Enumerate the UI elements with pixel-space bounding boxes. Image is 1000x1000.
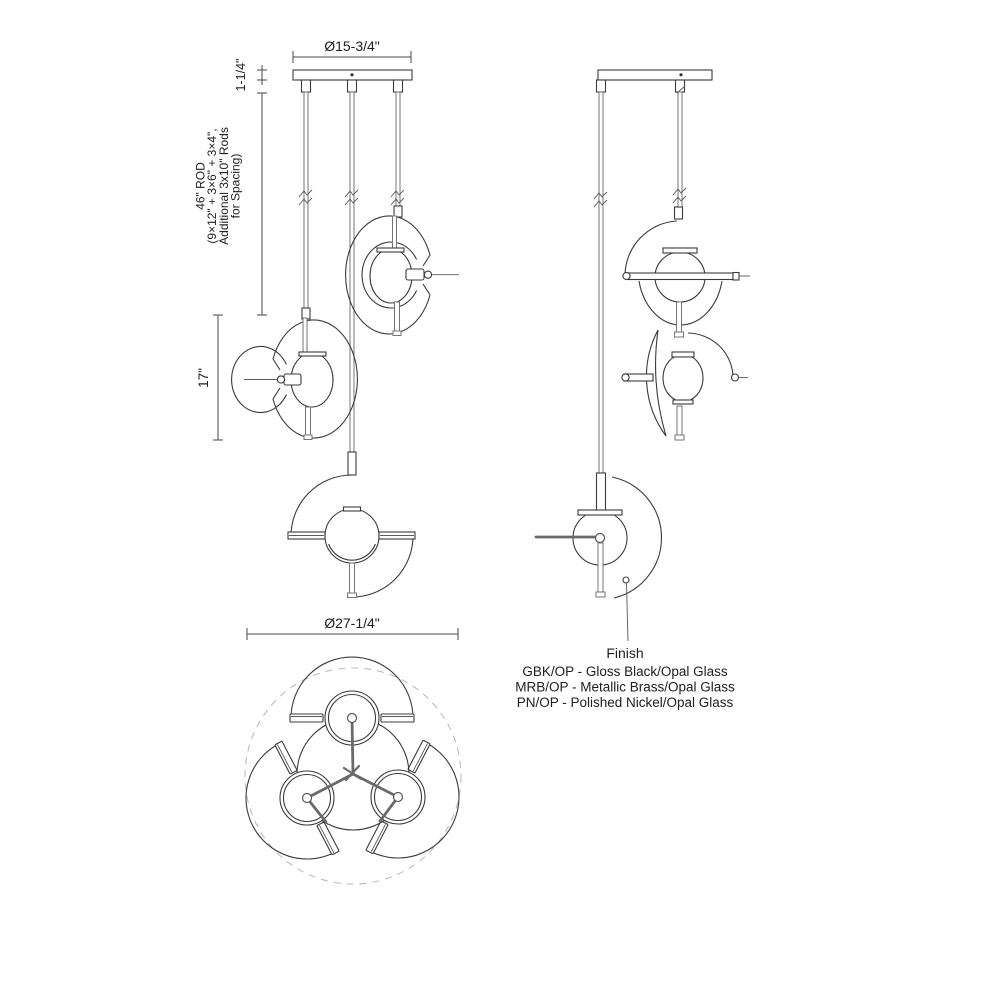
front-elevation — [194, 38, 459, 640]
side-pendant-middle — [622, 330, 748, 440]
pendant-height-label: 17" — [196, 368, 211, 388]
pendant-shade-bottom-front — [288, 452, 415, 598]
glass-globe — [663, 355, 703, 402]
finish-option-pn: PN/OP - Polished Nickel/Opal Glass — [516, 695, 734, 710]
dim-canopy-diameter — [293, 38, 411, 63]
globe-center-knob — [348, 714, 357, 723]
glass-globe — [325, 509, 379, 563]
side-pendant-top — [623, 207, 750, 337]
rod-note-line2: (9×12" + 3×6" + 3×4", — [205, 128, 220, 244]
canopy-side — [597, 70, 713, 93]
finish-callout-dot — [623, 577, 629, 583]
side-elevation — [515, 70, 750, 710]
plan-view — [224, 657, 480, 884]
side-rod-knob — [406, 269, 424, 280]
globe-center-knob — [303, 794, 312, 803]
pendant-shade-middle-left — [232, 308, 358, 440]
rod-note — [194, 127, 243, 245]
canopy-screw-dot — [350, 73, 353, 76]
finish-heading: Finish — [606, 645, 644, 661]
globe-center-knob — [596, 534, 605, 543]
overall-diameter-label: Ø27-1/4" — [324, 615, 380, 631]
canopy-screw-dot — [679, 73, 682, 76]
dim-pendant-height — [196, 315, 223, 440]
rod-note-line1: 46" ROD — [193, 162, 208, 210]
pendant-shade-upper-right — [346, 206, 459, 336]
canopy-diameter-label: Ø15-3/4" — [324, 38, 380, 54]
canopy-front — [293, 70, 412, 92]
side-pendant-bottom — [536, 473, 661, 641]
dim-overall-diameter — [247, 615, 458, 640]
rod-note-line3: Additional 3x10" Rods — [216, 127, 231, 245]
finish-leader-line — [627, 583, 629, 641]
finish-option-mrb: MRB/OP - Metallic Brass/Opal Glass — [515, 679, 735, 695]
globe-center-knob — [394, 793, 403, 802]
rod-note-line4: for Spacing) — [228, 153, 243, 219]
side-bar — [628, 273, 733, 280]
side-rod-knob — [284, 374, 301, 385]
finish-option-gbk: GBK/OP - Gloss Black/Opal Glass — [522, 664, 728, 679]
dim-rod-length — [194, 93, 267, 315]
canopy-height-label: 1-1/4" — [234, 58, 248, 92]
finish-legend — [515, 645, 735, 710]
dim-canopy-height — [234, 59, 267, 92]
